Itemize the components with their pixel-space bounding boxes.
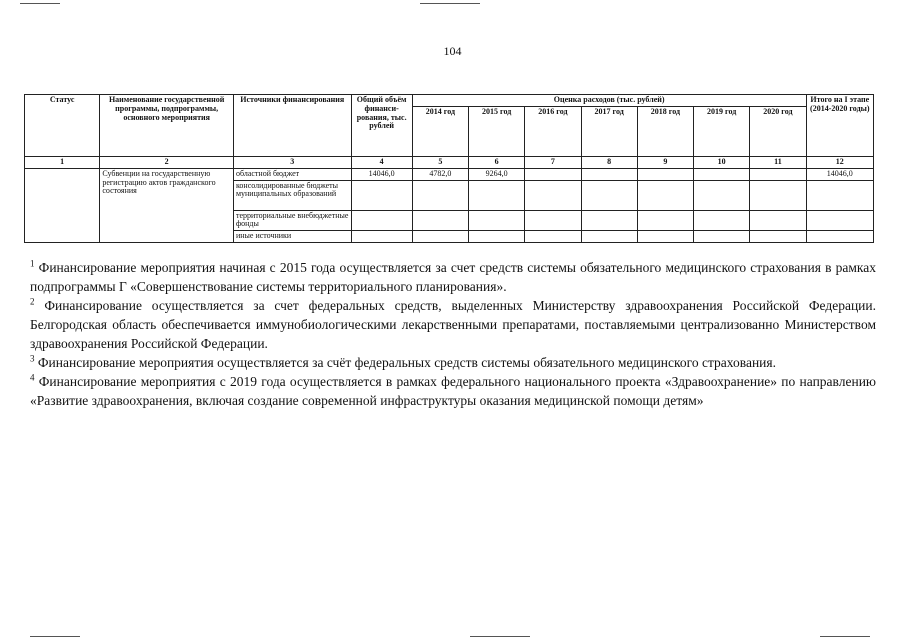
source-name: областной бюджет [233, 168, 351, 180]
empty-cell [412, 231, 468, 243]
header-year: 2015 год [469, 106, 525, 156]
header-year: 2014 год [412, 106, 468, 156]
header-estimate-group: Оценка расходов (тыс. рублей) [412, 95, 806, 107]
header-stage-total: Итого на I этапе (2014-2020 годы) [806, 95, 873, 157]
header-total-volume: Общий объём финанси-рования, тыс. рублей [351, 95, 412, 157]
empty-cell [806, 180, 873, 210]
empty-cell [525, 231, 581, 243]
column-number: 8 [581, 156, 637, 168]
header-row-1 [25, 95, 874, 107]
column-number: 12 [806, 156, 873, 168]
scan-edge-line-bottom [820, 636, 870, 637]
footnote-mark: 2 [30, 296, 35, 307]
column-number-row [25, 156, 874, 168]
stage-total-value: 14046,0 [806, 168, 873, 180]
footnote-text: Финансирование мероприятия с 2019 года осуществляется в рамках федерального национального проекта «Здравоохранение» по направлению «Развитие здравоохранения, включая создание современной инфраструктуры оказания медицинской помощи детям» [30, 374, 876, 408]
empty-cell [750, 180, 806, 210]
empty-cell [750, 168, 806, 180]
source-name: территориальные внебюджетные фонды [233, 210, 351, 231]
empty-cell [525, 168, 581, 180]
empty-cell [525, 210, 581, 231]
scan-edge-line-bottom [470, 636, 530, 637]
year-2015-value: 9264,0 [469, 168, 525, 180]
source-name: иные источники [233, 231, 351, 243]
empty-cell [581, 180, 637, 210]
empty-cell [694, 231, 750, 243]
empty-cell [637, 180, 693, 210]
page-number: 104 [443, 44, 462, 58]
source-name: консолидированные бюджеты муниципальных образований [233, 180, 351, 210]
empty-cell [412, 180, 468, 210]
header-status: Статус [25, 95, 100, 157]
empty-cell [637, 168, 693, 180]
footnote-text: Финансирование мероприятия начиная с 2015 года осуществляется за счет средств системы обязательного медицинского страхования в рамках подпрограммы Г «Совершенствование системы территориального планирования». [30, 260, 876, 294]
footnote [30, 372, 876, 410]
empty-cell [351, 231, 412, 243]
header-year: 2016 год [525, 106, 581, 156]
column-number: 3 [233, 156, 351, 168]
empty-cell [469, 231, 525, 243]
empty-cell [412, 210, 468, 231]
column-number: 4 [351, 156, 412, 168]
empty-cell [581, 168, 637, 180]
footnote-mark: 4 [30, 372, 35, 383]
column-number: 10 [694, 156, 750, 168]
column-number: 5 [412, 156, 468, 168]
header-year: 2019 год [694, 106, 750, 156]
total-volume-value: 14046,0 [351, 168, 412, 180]
footnotes [30, 258, 876, 410]
empty-cell [750, 231, 806, 243]
empty-cell [351, 210, 412, 231]
header-year: 2018 год [637, 106, 693, 156]
footnote-mark: 3 [30, 353, 35, 364]
empty-cell [694, 168, 750, 180]
header-sources: Источники финансирования [233, 95, 351, 157]
header-name: Наименование государственной программы, подпрограммы, основного мероприятия [100, 95, 234, 157]
empty-cell [694, 210, 750, 231]
empty-cell [637, 231, 693, 243]
column-number: 2 [100, 156, 234, 168]
column-number: 6 [469, 156, 525, 168]
empty-cell [469, 210, 525, 231]
footnote-mark: 1 [30, 258, 35, 269]
empty-cell [525, 180, 581, 210]
column-number: 9 [637, 156, 693, 168]
empty-cell [637, 210, 693, 231]
activity-name: Субвенции на государственную регистрацию актов гражданского состояния [100, 168, 234, 242]
empty-cell [581, 231, 637, 243]
empty-cell [351, 180, 412, 210]
column-number: 11 [750, 156, 806, 168]
empty-cell [581, 210, 637, 231]
scan-edge-line-top [420, 3, 480, 4]
column-number: 1 [25, 156, 100, 168]
year-2014-value: 4782,0 [412, 168, 468, 180]
scan-edge-line-bottom [30, 636, 80, 637]
empty-cell [806, 210, 873, 231]
column-number: 7 [525, 156, 581, 168]
financing-table [24, 94, 874, 243]
empty-cell [806, 231, 873, 243]
footnote [30, 258, 876, 296]
status-cell [25, 168, 100, 242]
footnote [30, 296, 876, 353]
footnote-text: Финансирование мероприятия осуществляется за счёт федеральных средств системы обязательного медицинского страхования. [37, 355, 776, 370]
empty-cell [750, 210, 806, 231]
scan-edge-line-top [20, 3, 60, 4]
empty-cell [694, 180, 750, 210]
empty-cell [469, 180, 525, 210]
footnote [30, 353, 876, 372]
header-year: 2020 год [750, 106, 806, 156]
table-row [25, 168, 874, 180]
header-year: 2017 год [581, 106, 637, 156]
footnote-text: Финансирование осуществляется за счет федеральных средств, выделенных Министерству здравоохранения Российской Федерации. Белгородская область обеспечивается иммунобиологическими лекарственными препаратами, поставляемыми централизованно Министерством здравоохранения Российской Федерации. [30, 298, 877, 351]
